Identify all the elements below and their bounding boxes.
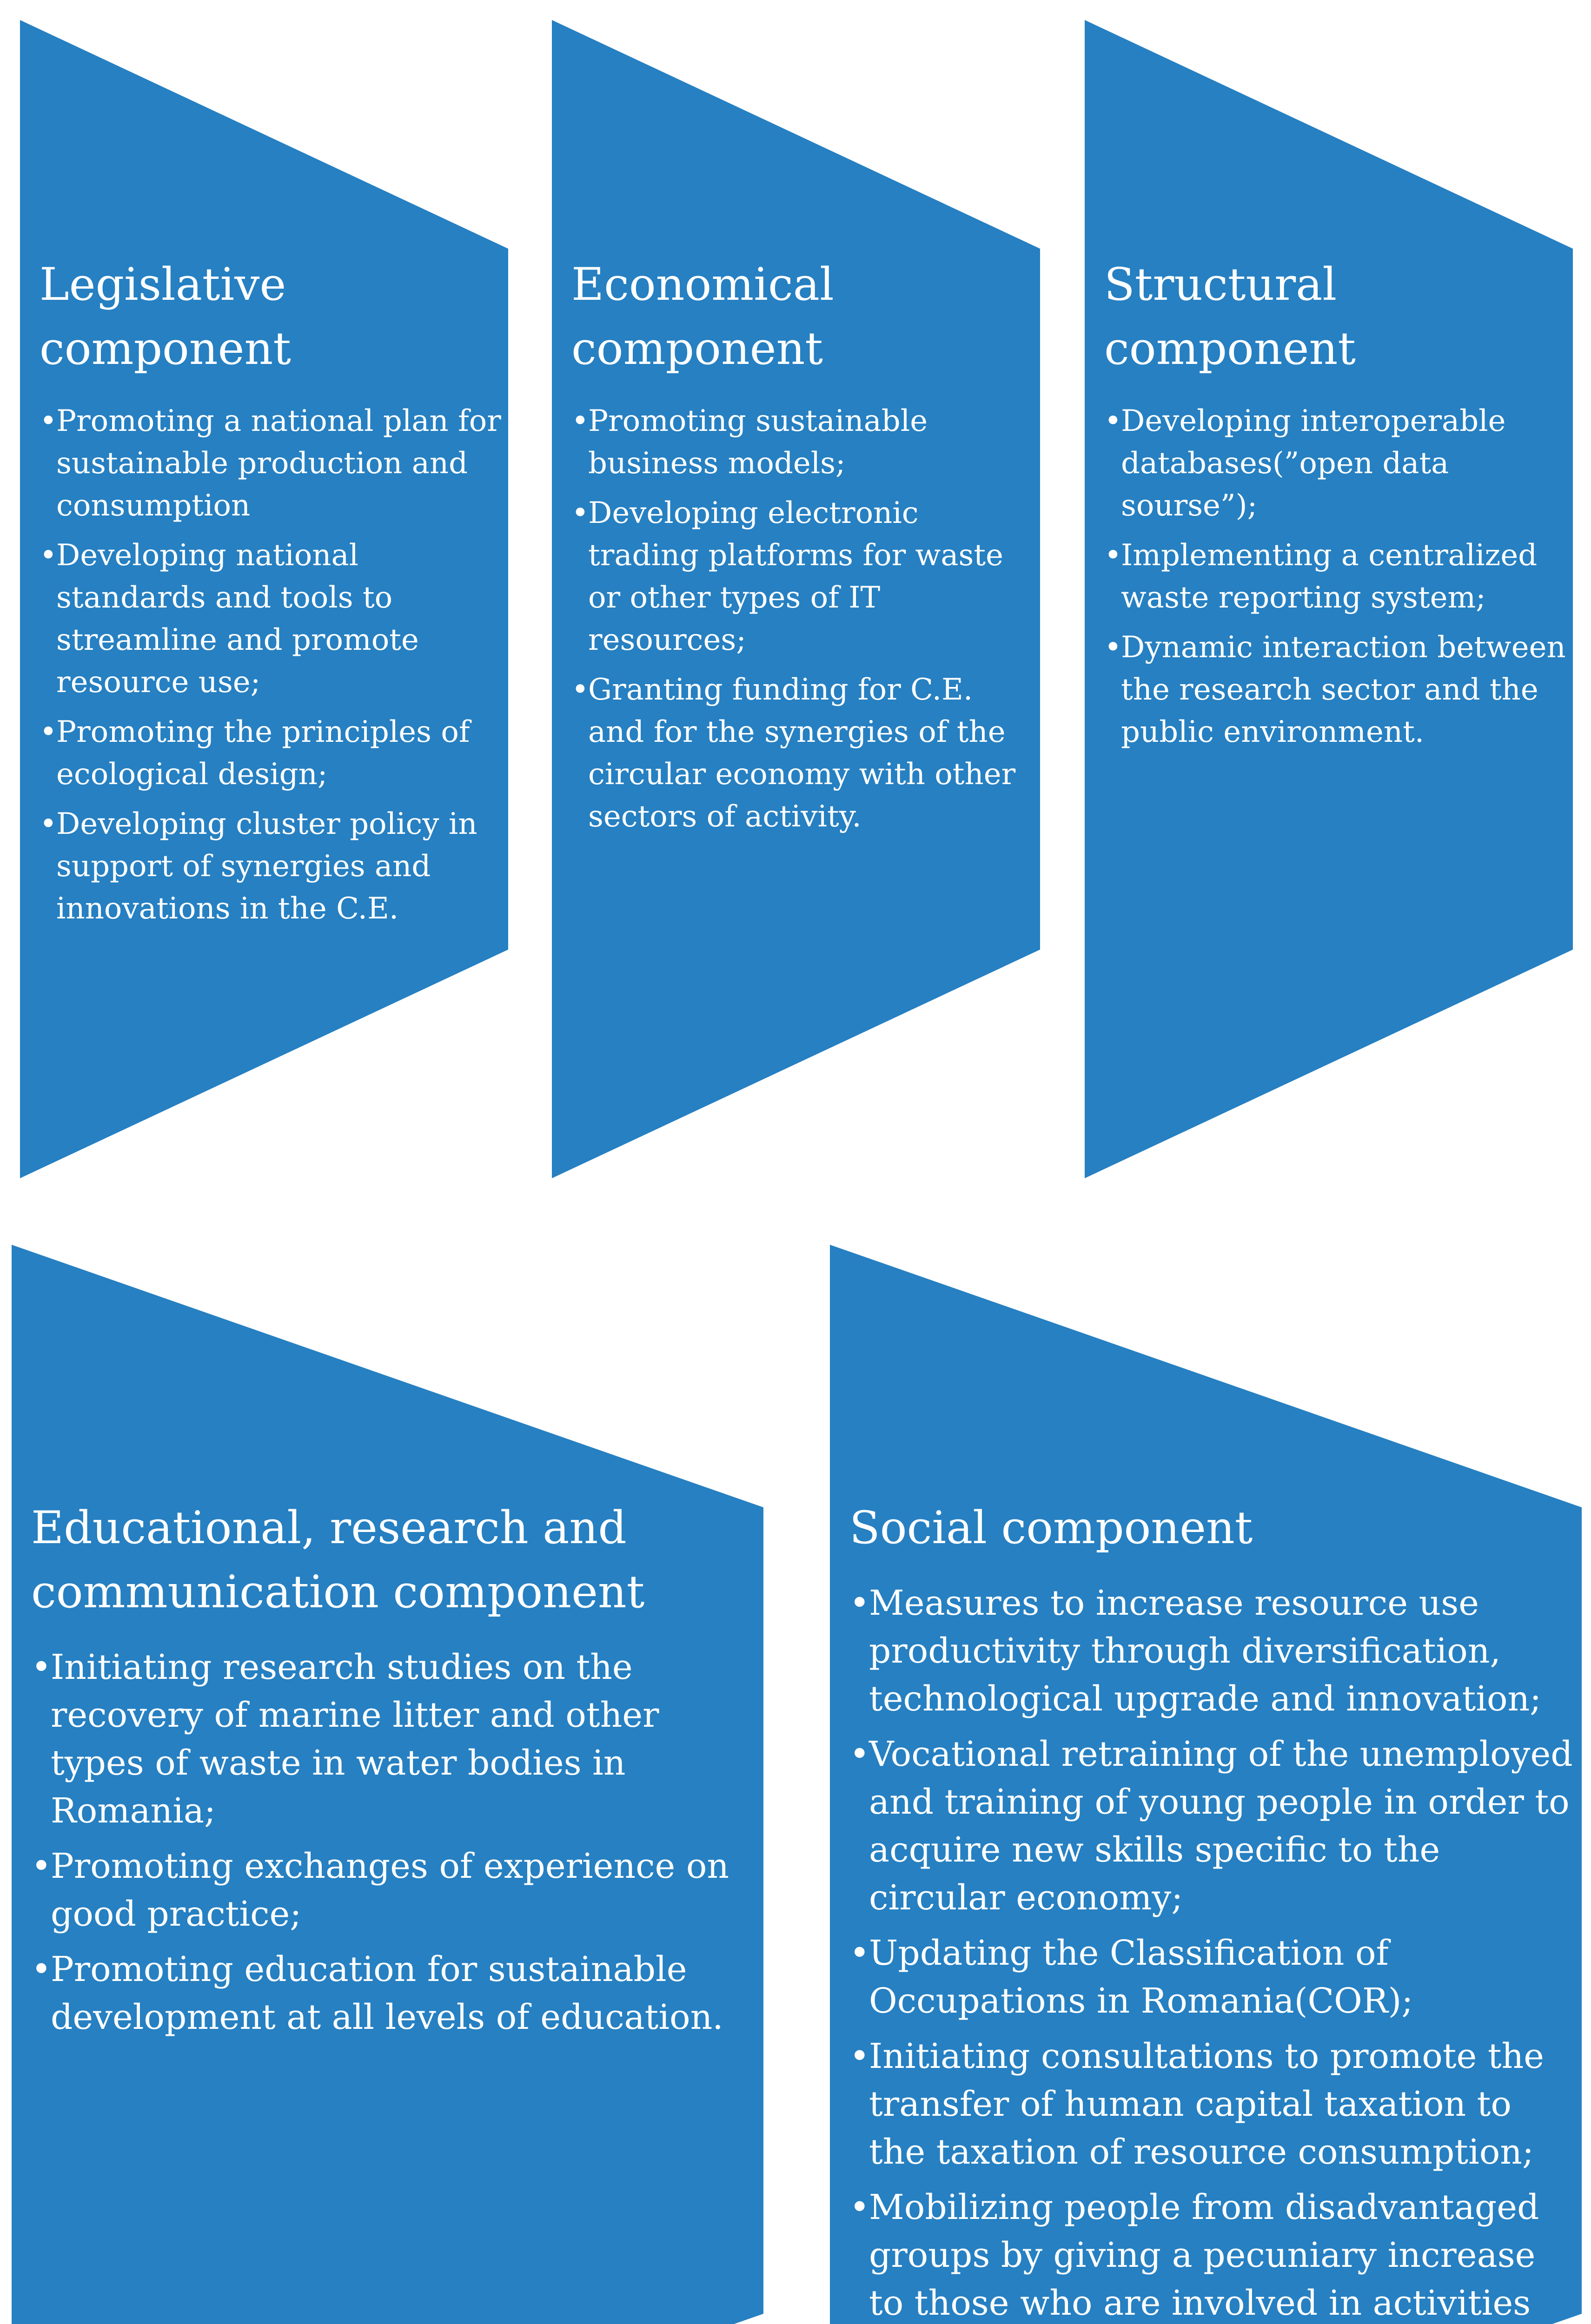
bullet-item: • Developing interoperable databases(”open data sourse”); bbox=[1104, 400, 1569, 527]
bullet-item: • Promoting the principles of ecological design; bbox=[40, 711, 504, 796]
structural-title bbox=[1104, 252, 1569, 381]
title-line: Social component bbox=[849, 1502, 1253, 1554]
title-line: component bbox=[571, 323, 823, 375]
bullet-item: • Promoting sustainable business models; bbox=[571, 400, 1036, 485]
bullet-item: • Measures to increase resource use productivity through diversification, technological upgrade and innovation; bbox=[849, 1579, 1575, 1723]
title-line: Educational, research and bbox=[31, 1502, 627, 1554]
bullet-item: • Dynamic interaction between the research sector and the public environment. bbox=[1104, 627, 1569, 753]
social-component-box bbox=[830, 1245, 1582, 2324]
economical-title bbox=[571, 252, 1036, 381]
legislative-bullet-list bbox=[40, 400, 504, 930]
bullet-item: • Developing national standards and tools to streamline and promote resource use; bbox=[40, 535, 504, 704]
bullet-item: • Implementing a centralized waste reporting system; bbox=[1104, 535, 1569, 619]
bullet-item: • Granting funding for C.E. and for the synergies of the circular economy with other sectors of activity. bbox=[571, 669, 1036, 838]
title-line: Structural bbox=[1104, 258, 1337, 310]
title-line: component bbox=[1104, 323, 1356, 375]
bullet-item: • Developing cluster policy in support of synergies and innovations in the C.E. bbox=[40, 803, 504, 930]
bullet-item: • Updating the Classification of Occupations in Romania(COR); bbox=[849, 1929, 1575, 2025]
legislative-title bbox=[40, 252, 504, 381]
title-line: component bbox=[40, 323, 291, 375]
bullet-item: • Mobilizing people from disadvantaged groups by giving a pecuniary increase to those who are involved in activities bbox=[849, 2184, 1575, 2324]
bullet-item: • Vocational retraining of the unemployed and training of young people in order to acquire new skills specific to the circular economy; bbox=[849, 1730, 1575, 1922]
educational-bullet-list bbox=[31, 1644, 756, 2041]
title-line: Legislative bbox=[40, 258, 286, 310]
title-line: Economical bbox=[571, 258, 834, 310]
economical-bullet-list bbox=[571, 400, 1036, 838]
legislative-component-box bbox=[20, 20, 508, 1178]
economical-component-box bbox=[552, 20, 1040, 1178]
social-title bbox=[849, 1496, 1575, 1560]
structural-bullet-list bbox=[1104, 400, 1569, 753]
bullet-item: • Developing electronic trading platforms for waste or other types of IT resources; bbox=[571, 492, 1036, 661]
structural-component-box bbox=[1085, 20, 1573, 1178]
educational-title bbox=[31, 1496, 756, 1624]
bullet-item: • Initiating consultations to promote the transfer of human capital taxation to the taxation of resource consumption; bbox=[849, 2033, 1575, 2176]
bullet-item: • Promoting exchanges of experience on good practice; bbox=[31, 1842, 756, 1938]
social-bullet-list bbox=[849, 1579, 1575, 2324]
bullet-item: • Promoting a national plan for sustainable production and consumption bbox=[40, 400, 504, 527]
educational-component-box bbox=[12, 1245, 763, 2324]
bullet-item: • Promoting education for sustainable development at all levels of education. bbox=[31, 1946, 756, 2041]
title-line: communication component bbox=[31, 1566, 645, 1618]
bullet-item: • Initiating research studies on the recovery of marine litter and other types of waste in water bodies in Romania; bbox=[31, 1644, 756, 1835]
